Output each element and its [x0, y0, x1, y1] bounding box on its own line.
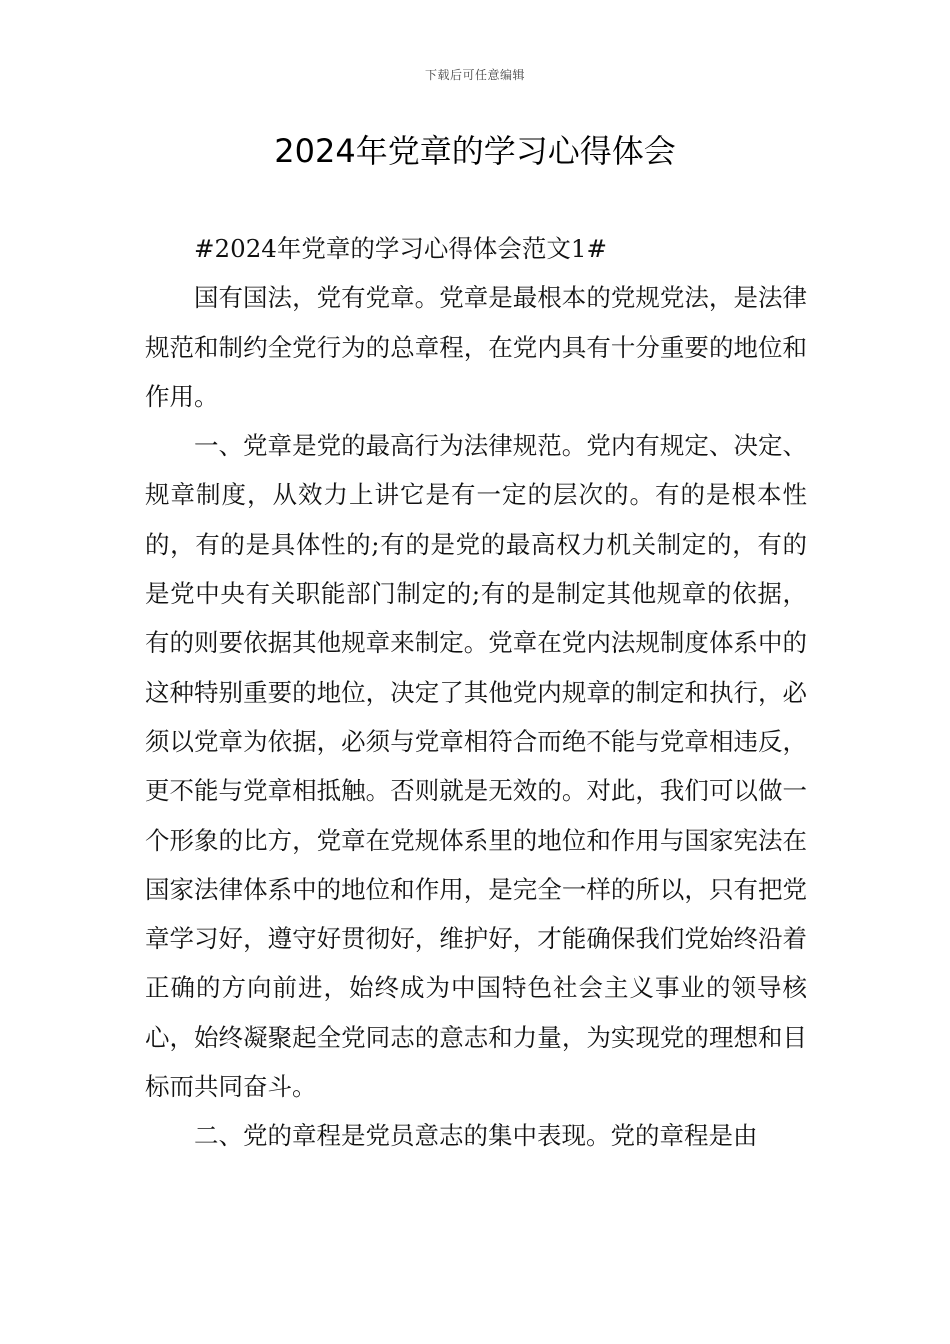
- paragraph-point-two: 二、党的章程是党员意志的集中表现。党的章程是由: [194, 1121, 758, 1151]
- paragraph-point-one: 一、党章是党的最高行为法律规范。党内有规定、决定、规章制度，从效力上讲它是有一定的层次的。有的是根本性的，有的是具体性的;有的是党的最高权力机关制定的，有的是党中央有关职能部门制定的;有的是制定其他规章的依据，有的则要依据其他规章来制定。党章在党内法规制度体系中的这种特别重要的地位，决定了其他党内规章的制定和执行，必须以党章为依据，必须与党章相符合而绝不能与党章相违反，更不能与党章相抵触。否则就是无效的。对此，我们可以做一个形象的比方，党章在党规体系里的地位和作用与国家宪法在国家法律体系中的地位和作用，是完全一样的所以，只有把党章学习好，遵守好贯彻好，维护好，才能确保我们党始终沿着正确的方向前进，始终成为中国特色社会主义事业的领导核心，始终凝聚起全党同志的意志和力量，为实现党的理想和目标而共同奋斗。: [145, 431, 807, 1102]
- header-note: 下载后可任意编辑: [424, 68, 525, 82]
- document-body: [145, 224, 807, 1161]
- document-title: 2024年党章的学习心得体会: [274, 132, 676, 170]
- paragraph-intro: 国有国法，党有党章。党章是最根本的党规党法，是法律规范和制约全党行为的总章程，在党内具有十分重要的地位和作用。: [145, 283, 807, 411]
- section-heading: #2024年党章的学习心得体会范文1#: [194, 234, 607, 263]
